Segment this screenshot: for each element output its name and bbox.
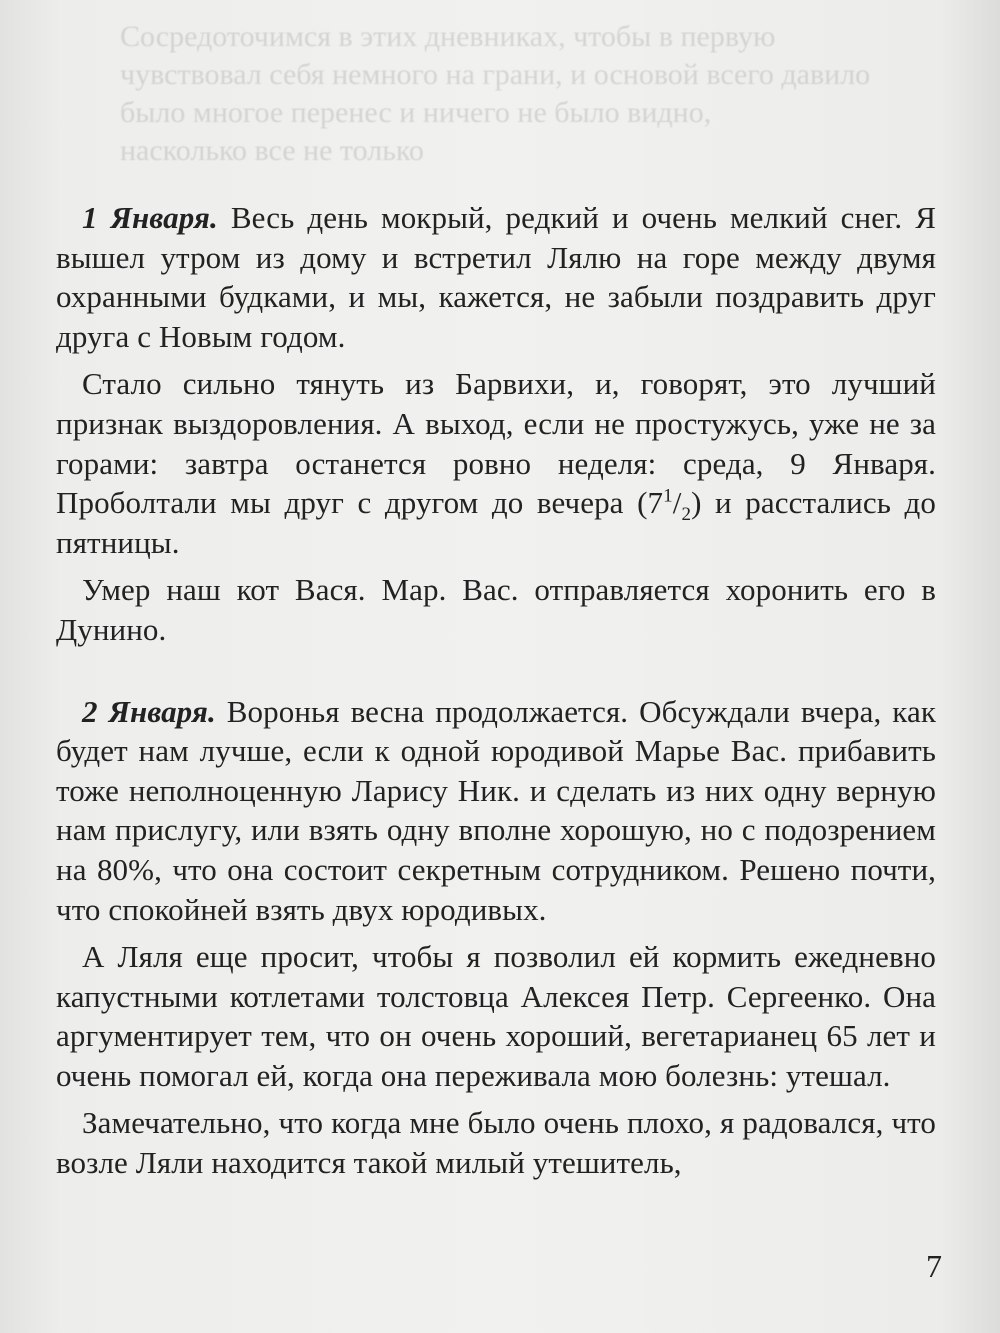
diary-entry xyxy=(56,198,936,650)
fraction: $(7^1/_2)$ xyxy=(637,485,702,526)
fraction-close: ) xyxy=(691,485,702,521)
diary-entry xyxy=(56,692,936,1183)
paragraph xyxy=(56,1103,936,1182)
paragraph-text: А Ляля еще просит, чтобы я позволил ей кормить ежедневно капустными котлетами толстовца Алексея Петр. Сергеенко. Она аргументирует тем, что он очень хороший, вегетарианец 65 лет и очень помогал ей, когда она переживала мою болезнь: утешал. xyxy=(56,939,936,1093)
bleed-line: Сосредоточимся в этих дневниках, чтобы в первую xyxy=(120,20,776,53)
diary-text xyxy=(56,198,936,1183)
fraction-numerator: 1 xyxy=(663,485,673,507)
bleed-through-text xyxy=(120,18,970,170)
entry-date: 1 Января. xyxy=(82,200,218,235)
bleed-line: насколько все не только xyxy=(120,134,424,167)
paragraph-text: Весь день мокрый, редкий и очень мелкий снег. Я вышел утром из дому и встретил Лялю на горе между двумя охранными будками, и мы, кажется, не забыли поздравить друг друга с Новым годом. xyxy=(56,200,936,354)
fraction-denominator: 2 xyxy=(681,504,692,526)
paragraph xyxy=(56,198,936,356)
fraction-whole: (7 xyxy=(637,485,664,521)
entry-date: 2 Января. xyxy=(82,693,216,729)
paragraph xyxy=(56,692,936,930)
paragraph-text: Умер наш кот Вася. Мар. Вас. отправляется хоронить его в Дунино. xyxy=(56,572,936,647)
paragraph-text: Стало сильно тянуть из Барвихи, и, говорят, это лучший признак выздоровления. А выход, если не простужусь, уже не за горами: завтра останется ровно неделя: среда, 9 Января. Проболтали мы друг с другом до вечера xyxy=(56,366,936,521)
page-number: 7 xyxy=(926,1248,942,1284)
bleed-line: чувствовал себя немного на грани, и основой всего давило xyxy=(120,58,871,91)
paragraph-text: Воронья весна продолжается. Обсуждали вчера, как будет нам лучше, если к одной юродивой Марье Вас. прибавить тоже неполноценную Ларису Ник. и сделать из них одну верную нам прислугу, или взять одну вполне хорошую, но с подозрением на 80%, что она состоит секретным сотрудником. Решено почти, что спокойней взять двух юродивых. xyxy=(56,693,936,927)
paragraph-text: Замечательно, что когда мне было очень плохо, я радовался, что возле Ляли находится такой милый утешитель, xyxy=(56,1105,936,1181)
paragraph-text-cont: и расстались до пятницы. xyxy=(56,485,936,560)
paragraph xyxy=(56,937,936,1095)
paragraph xyxy=(56,364,936,562)
paragraph xyxy=(56,570,936,649)
bleed-line: было многое перенес и ничего не было видно, xyxy=(120,96,712,129)
